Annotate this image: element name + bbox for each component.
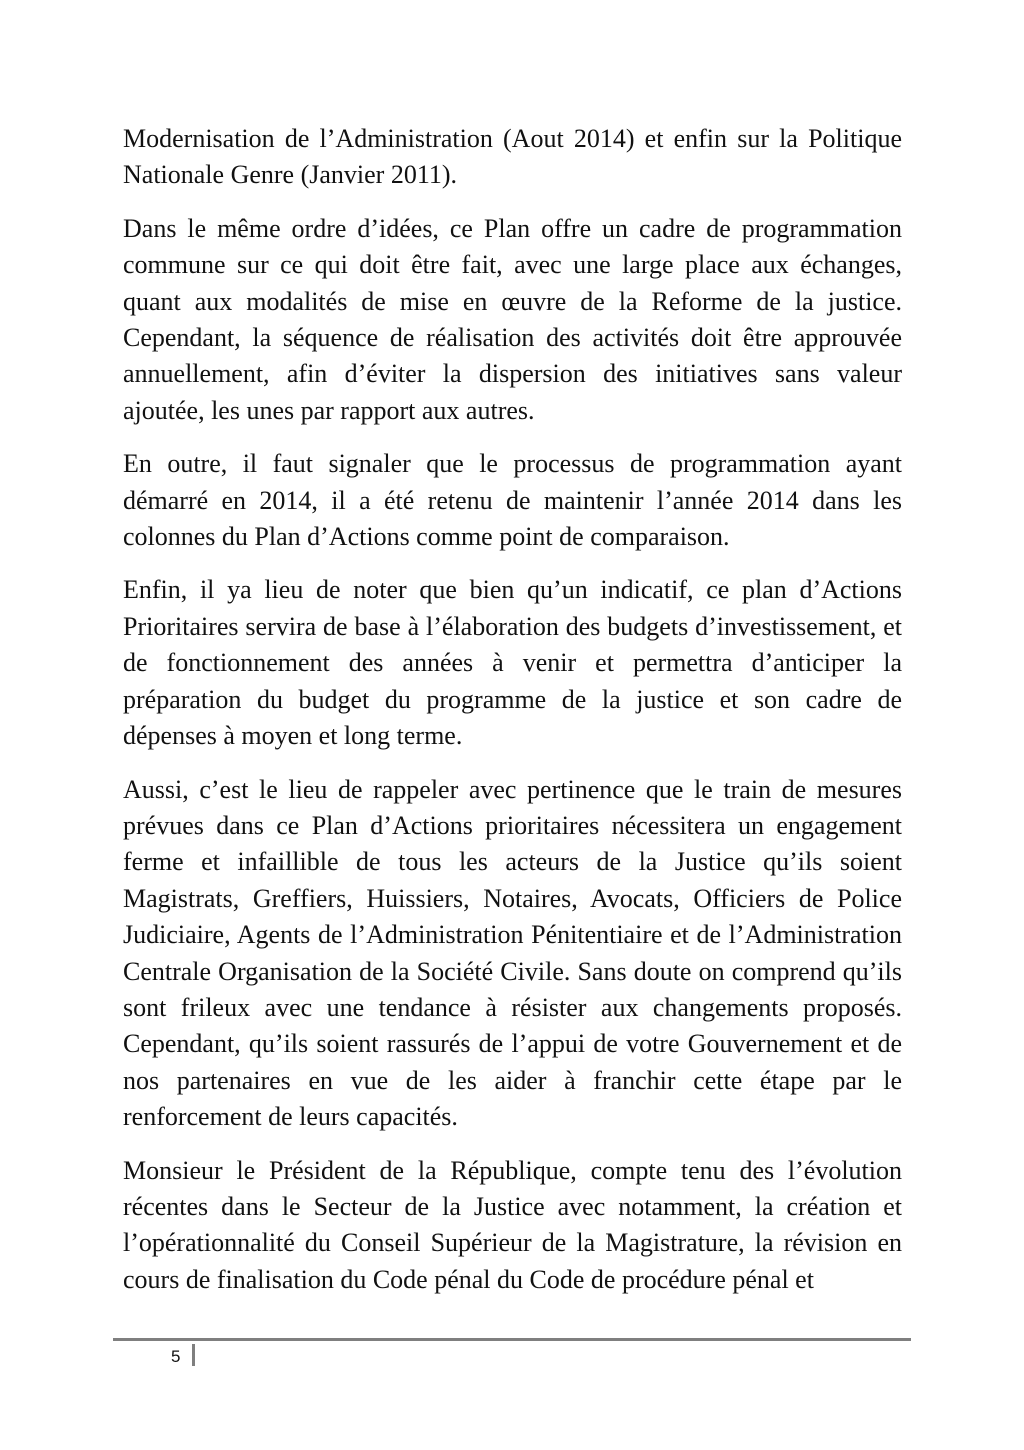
paragraph-4: Enfin, il ya lieu de noter que bien qu’un indicatif, ce plan d’Actions Prioritaires servira de base à l’élaboration des budgets d’investissement, et de fonctionnement des années à venir et permettra d’anticiper la préparation du budget du programme de la justice et son cadre de dépenses à moyen et long terme.: [123, 575, 902, 751]
paragraph-5: Aussi, c’est le lieu de rappeler avec pertinence que le train de mesures prévues dans ce Plan d’Actions prioritaires nécessitera un engagement ferme et infaillible de tous les acteurs de la Justice qu’ils soient Magistrats, Greffiers, Huissiers, Notaires, Avocats, Officiers de Police Judiciaire, Agents de l’Administration Pénitentiaire et de l’Administration Centrale Organisation de la Société Civile. Sans doute on comprend qu’ils sont frileux avec une tendance à résister aux changements proposés. Cependant, qu’ils soient rassurés de l’appui de votre Gouvernement et de nos partenaires en vue de les aider à franchir cette étape par le renforcement de leurs capacités.: [123, 774, 902, 1132]
page-number-divider: [192, 1344, 195, 1366]
page-body: [123, 121, 902, 1315]
paragraph-2: Dans le même ordre d’idées, ce Plan offre un cadre de programmation commune sur ce qui doit être fait, avec une large place aux échanges, quant aux modalités de mise en œuvre de la Reforme de la justice. Cependant, la séquence de réalisation des activités doit être approuvée annuellement, afin d’éviter la dispersion des initiatives sans valeur ajoutée, les unes par rapport aux autres.: [123, 213, 902, 425]
paragraph-3: En outre, il faut signaler que le processus de programmation ayant démarré en 2014, il a été retenu de maintenir l’année 2014 dans les colonnes du Plan d’Actions comme point de comparaison.: [123, 449, 902, 552]
paragraph-6: Monsieur le Président de la République, compte tenu des l’évolution récentes dans le Secteur de la Justice avec notamment, la création et l’opérationnalité du Conseil Supérieur de la Magistrature, la révision en cours de finalisation du Code pénal du Code de procédure pénal et: [123, 1155, 902, 1294]
footer-rule: [113, 1338, 911, 1341]
page-number: 5: [171, 1347, 181, 1366]
paragraph-1: Modernisation de l’Administration (Aout 2014) et enfin sur la Politique Nationale Genre (Janvier 2011).: [123, 124, 902, 190]
